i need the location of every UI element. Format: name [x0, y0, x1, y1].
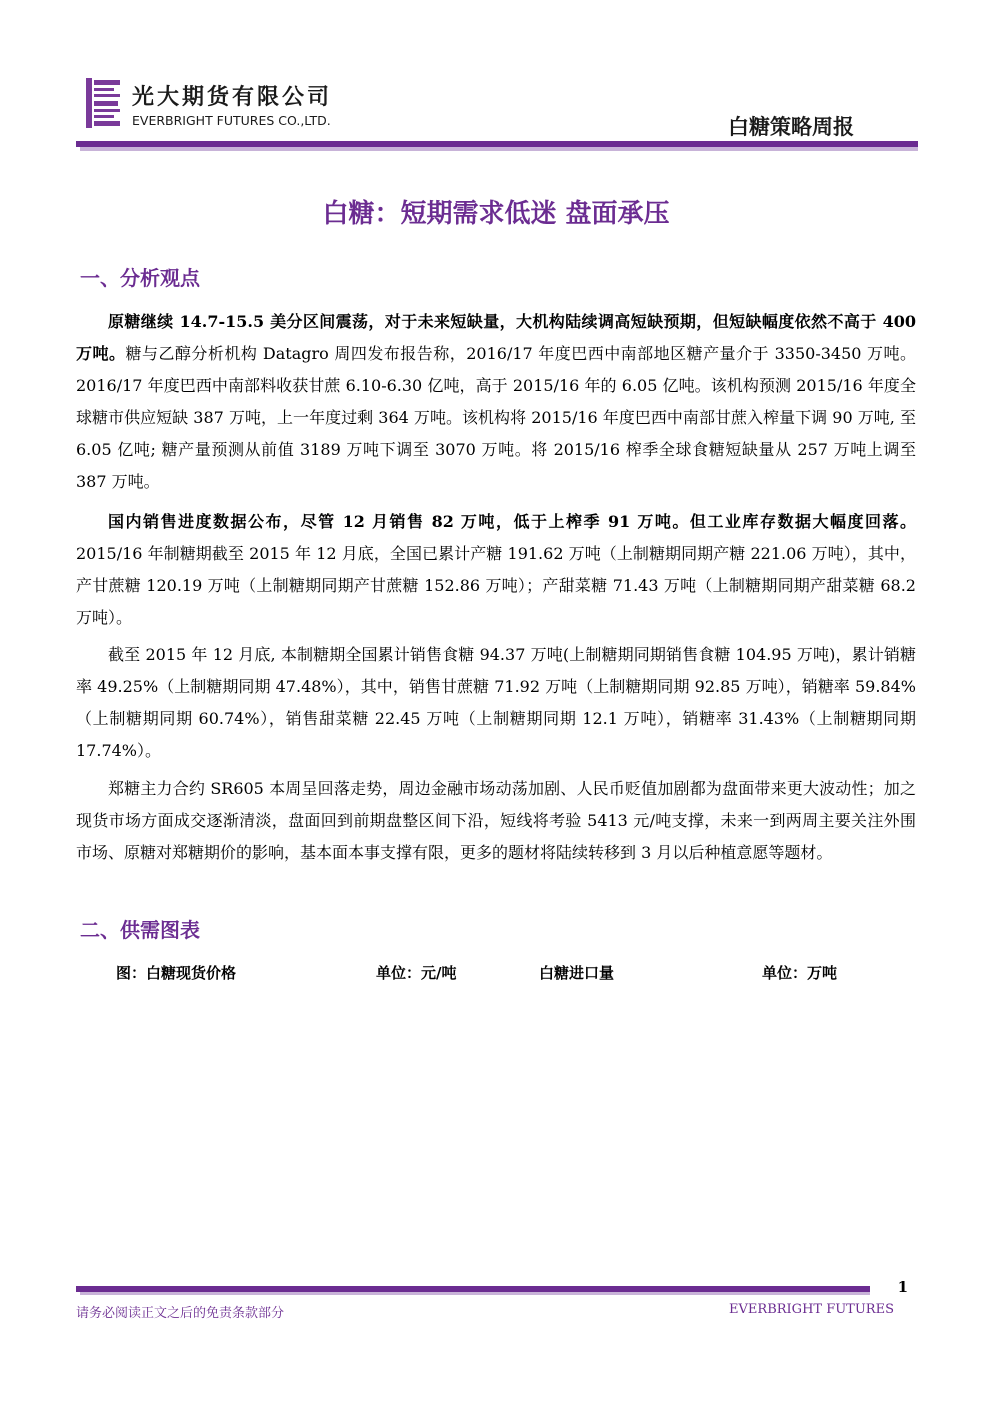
chart-caption-spot-price: 图：白糖现货价格: [116, 964, 237, 982]
paragraph-domestic-sales: [76, 506, 916, 634]
chart-unit-spot-price: 单位：元/吨: [376, 964, 457, 982]
paragraph-lead: 原糖继续 14.7-15.5 美分区间震荡，对于未来短缺量，大机构陆续调高短缺预期，但短缺幅度依然不高于 400 万吨。: [76, 312, 916, 363]
footer-brand: EVERBRIGHT FUTURES: [729, 1302, 894, 1317]
paragraph-lead: 国内销售进度数据公布，尽管 12 月销售 82 万吨，低于上榨季 91 万吨。但工业库存数据大幅度回落。: [108, 512, 916, 531]
section-heading-analysis: 一、分析观点: [80, 266, 200, 290]
report-title: 白糖策略周报: [728, 115, 854, 139]
paragraph-raw-sugar: [76, 306, 916, 498]
page-number: 1: [897, 1278, 908, 1296]
chart-unit-imports: 单位：万吨: [762, 964, 838, 982]
company-name-en: EVERBRIGHT FUTURES CO.,LTD.: [132, 113, 331, 128]
company-name-cn: 光大期货有限公司: [132, 85, 333, 110]
paragraph-body: 糖与乙醇分析机构 Datagro 周四发布报告称，2016/17 年度巴西中南部地区糖产量介于 3350-3450 万吨。2016/17 年度巴西中南部料收获甘蔗 6.10-6.30 亿吨，高于 2015/16 年的 6.05 亿吨。该机构预测 2015/16 年度全球糖市供应短缺 387 万吨，上一年度过剩 364 万吨。该机构将 2015/16 年度巴西中南部甘蔗入榨量下调 90 万吨, 至 6.05 亿吨; 糖产量预测从前值 3189 万吨下调至 3070 万吨。将 2015/16 榨季全球食糖短缺量从 257 万吨上调至 387 万吨。: [76, 344, 916, 491]
footer-divider-shadow: [80, 1292, 870, 1295]
chart-caption-imports: 白糖进口量: [539, 964, 615, 982]
footer-disclaimer: 请务必阅读正文之后的免责条款部分: [76, 1306, 285, 1321]
section-heading-charts: 二、供需图表: [80, 918, 200, 942]
paragraph-zhengzhou-futures: 郑糖主力合约 SR605 本周呈回落走势，周边金融市场动荡加剧、人民币贬值加剧都为盘面带来更大波动性；加之现货市场方面成交逐渐清淡，盘面回到前期盘整区间下沿，短线将考验 5413 元/吨支撑，未来一到两周主要关注外围市场、原糖对郑糖期价的影响，基本面本事支撑有限，更多的题材将陆续转移到 3 月以后种植意愿等题材。: [76, 779, 916, 862]
document-title: 白糖：短期需求低迷 盘面承压: [322, 199, 670, 229]
header-divider-shadow: [80, 147, 918, 151]
paragraph-body: 2015/16 年制糖期截至 2015 年 12 月底，全国已累计产糖 191.62 万吨（上制糖期同期产糖 221.06 万吨），其中，产甘蔗糖 120.19 万吨（上制糖期同期产甘蔗糖 152.86 万吨）；产甜菜糖 71.43 万吨（上制糖期同期产甜菜糖 68.2 万吨）。: [76, 544, 916, 627]
paragraph-sales-progress: 截至 2015 年 12 月底, 本制糖期全国累计销售食糖 94.37 万吨(上制糖期同期销售食糖 104.95 万吨)，累计销糖率 49.25%（上制糖期同期 47.48%），其中，销售甘蔗糖 71.92 万吨（上制糖期同期 92.85 万吨），销糖率 59.84%（上制糖期同期 60.74%），销售甜菜糖 22.45 万吨（上制糖期同期 12.1 万吨），销糖率 31.43%（上制糖期同期 17.74%）。: [76, 645, 916, 760]
company-logo-icon: [86, 78, 122, 128]
